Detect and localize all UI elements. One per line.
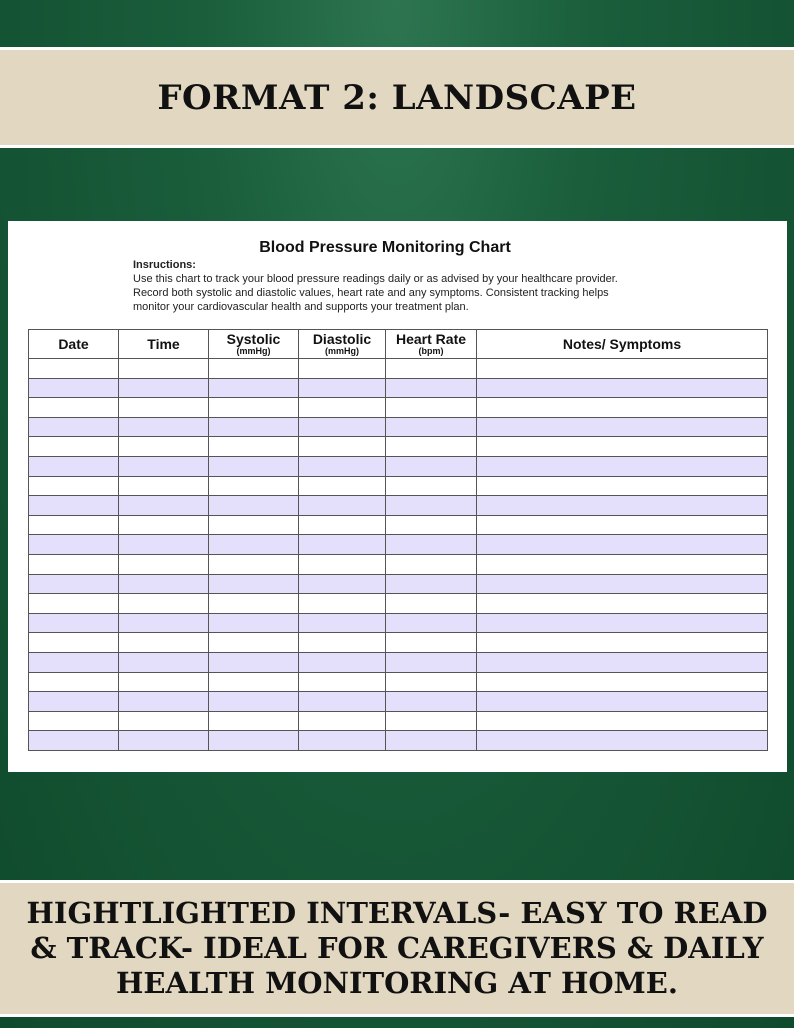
table-cell[interactable] — [119, 476, 209, 496]
footer-banner — [0, 880, 794, 1017]
table-cell[interactable] — [299, 359, 386, 379]
table-cell[interactable] — [477, 633, 768, 653]
table-cell[interactable] — [29, 476, 119, 496]
table-row — [29, 378, 768, 398]
table-cell[interactable] — [29, 652, 119, 672]
table-cell[interactable] — [386, 359, 477, 379]
table-row — [29, 496, 768, 516]
column-header-notes: Notes/ Symptoms — [477, 330, 768, 359]
table-cell[interactable] — [119, 554, 209, 574]
table-cell[interactable] — [477, 476, 768, 496]
table-cell[interactable] — [477, 692, 768, 712]
table-cell[interactable] — [119, 515, 209, 535]
instructions — [133, 258, 693, 314]
table-cell[interactable] — [299, 398, 386, 418]
table-cell[interactable] — [386, 398, 477, 418]
table-cell[interactable] — [209, 711, 299, 731]
table-cell[interactable] — [29, 398, 119, 418]
table-row — [29, 515, 768, 535]
column-header-date: Date — [29, 330, 119, 359]
table-cell[interactable] — [477, 672, 768, 692]
table-cell[interactable] — [477, 456, 768, 476]
chart-title: Blood Pressure Monitoring Chart — [259, 239, 511, 256]
table-cell[interactable] — [119, 359, 209, 379]
table-cell[interactable] — [386, 554, 477, 574]
table-cell[interactable] — [119, 652, 209, 672]
table-row — [29, 652, 768, 672]
table-cell[interactable] — [386, 711, 477, 731]
table-cell[interactable] — [209, 731, 299, 751]
table-row — [29, 633, 768, 653]
table-cell[interactable] — [29, 711, 119, 731]
table-cell[interactable] — [386, 613, 477, 633]
table-cell[interactable] — [29, 496, 119, 516]
table-cell[interactable] — [477, 711, 768, 731]
table-cell[interactable] — [477, 594, 768, 614]
table-cell[interactable] — [386, 535, 477, 555]
table-cell[interactable] — [29, 633, 119, 653]
table-cell[interactable] — [209, 398, 299, 418]
table-cell[interactable] — [477, 359, 768, 379]
table-cell[interactable] — [299, 692, 386, 712]
table-row — [29, 437, 768, 457]
table-cell[interactable] — [299, 652, 386, 672]
table-cell[interactable] — [477, 496, 768, 516]
table-cell[interactable] — [477, 437, 768, 457]
table-cell[interactable] — [386, 496, 477, 516]
table-cell[interactable] — [29, 613, 119, 633]
table-cell[interactable] — [29, 359, 119, 379]
table-cell[interactable] — [299, 417, 386, 437]
table-cell[interactable] — [299, 613, 386, 633]
table-cell[interactable] — [29, 417, 119, 437]
table-cell[interactable] — [386, 574, 477, 594]
table-cell[interactable] — [477, 417, 768, 437]
table-row — [29, 398, 768, 418]
table-cell[interactable] — [209, 476, 299, 496]
table-cell[interactable] — [477, 378, 768, 398]
table-cell[interactable] — [299, 594, 386, 614]
table-cell[interactable] — [477, 613, 768, 633]
table-cell[interactable] — [386, 417, 477, 437]
table-cell[interactable] — [299, 574, 386, 594]
table-cell[interactable] — [386, 378, 477, 398]
table-cell[interactable] — [119, 613, 209, 633]
table-cell[interactable] — [119, 535, 209, 555]
table-cell[interactable] — [299, 731, 386, 751]
table-cell[interactable] — [29, 378, 119, 398]
table-cell[interactable] — [386, 731, 477, 751]
table-cell[interactable] — [119, 378, 209, 398]
table-cell[interactable] — [29, 594, 119, 614]
column-header-time: Time — [119, 330, 209, 359]
table-cell[interactable] — [119, 398, 209, 418]
table-row — [29, 456, 768, 476]
table-cell[interactable] — [386, 672, 477, 692]
blood-pressure-log-table — [28, 329, 768, 751]
table-cell[interactable] — [209, 574, 299, 594]
table-cell[interactable] — [209, 456, 299, 476]
table-cell[interactable] — [209, 515, 299, 535]
table-cell[interactable] — [209, 594, 299, 614]
table-row — [29, 613, 768, 633]
systolic-unit: (mmHg) — [236, 345, 271, 356]
table-cell[interactable] — [386, 515, 477, 535]
table-cell[interactable] — [29, 456, 119, 476]
table-row — [29, 594, 768, 614]
table-cell[interactable] — [119, 574, 209, 594]
table-cell[interactable] — [209, 437, 299, 457]
table-cell[interactable] — [477, 554, 768, 574]
table-cell[interactable] — [29, 574, 119, 594]
table-body — [29, 359, 768, 751]
table-cell[interactable] — [209, 417, 299, 437]
table-cell[interactable] — [386, 692, 477, 712]
table-cell[interactable] — [299, 672, 386, 692]
table-cell[interactable] — [299, 554, 386, 574]
table-cell[interactable] — [119, 496, 209, 516]
table-cell[interactable] — [119, 672, 209, 692]
table-cell[interactable] — [386, 437, 477, 457]
table-cell[interactable] — [477, 731, 768, 751]
table-row — [29, 417, 768, 437]
table-cell[interactable] — [386, 594, 477, 614]
table-row — [29, 574, 768, 594]
table-cell[interactable] — [119, 633, 209, 653]
table-cell[interactable] — [299, 476, 386, 496]
table-cell[interactable] — [209, 633, 299, 653]
table-cell[interactable] — [477, 398, 768, 418]
table-cell[interactable] — [299, 515, 386, 535]
table-row — [29, 731, 768, 751]
table-cell[interactable] — [29, 437, 119, 457]
table-row — [29, 554, 768, 574]
chart-sheet — [8, 221, 787, 772]
instructions-label: Insructions: — [133, 259, 196, 271]
table-row — [29, 535, 768, 555]
table-cell[interactable] — [209, 378, 299, 398]
table-cell[interactable] — [119, 692, 209, 712]
table-cell[interactable] — [477, 574, 768, 594]
table-cell[interactable] — [386, 476, 477, 496]
table-cell[interactable] — [119, 594, 209, 614]
instructions-text: Use this chart to track your blood pressure readings daily or as advised by your healthcare provider. Record both systolic and diastolic values, heart rate and any symptoms. Consistent tracking helps monitor your cardiovascular health and supports your treatment plan. — [133, 273, 618, 313]
table-cell[interactable] — [209, 359, 299, 379]
table-cell[interactable] — [386, 652, 477, 672]
column-header-heart-rate: Heart Rate (bpm) — [386, 330, 477, 359]
table-cell[interactable] — [299, 437, 386, 457]
table-row — [29, 692, 768, 712]
table-cell[interactable] — [29, 692, 119, 712]
table-cell[interactable] — [119, 417, 209, 437]
table-cell[interactable] — [299, 711, 386, 731]
table-cell[interactable] — [386, 456, 477, 476]
table-cell[interactable] — [386, 633, 477, 653]
table-row — [29, 359, 768, 379]
footer-text: HIGHTLIGHTED INTERVALS- EASY TO READ & TRACK- IDEAL FOR CAREGIVERS & DAILY HEALTH MONITORING AT HOME. — [26, 896, 768, 1000]
table-cell[interactable] — [119, 731, 209, 751]
table-cell[interactable] — [29, 515, 119, 535]
table-cell[interactable] — [119, 456, 209, 476]
table-cell[interactable] — [299, 535, 386, 555]
table-cell[interactable] — [477, 652, 768, 672]
format-title: FORMAT 2: LANDSCAPE — [157, 77, 637, 118]
table-cell[interactable] — [209, 554, 299, 574]
column-header-systolic: Systolic (mmHg) — [209, 330, 299, 359]
table-cell[interactable] — [299, 633, 386, 653]
table-cell[interactable] — [209, 496, 299, 516]
table-cell[interactable] — [119, 437, 209, 457]
table-cell[interactable] — [29, 554, 119, 574]
table-cell[interactable] — [477, 515, 768, 535]
diastolic-unit: (mmHg) — [325, 345, 359, 356]
table-cell[interactable] — [209, 692, 299, 712]
table-header-row — [29, 330, 768, 359]
table-cell[interactable] — [29, 535, 119, 555]
table-cell[interactable] — [119, 711, 209, 731]
table-row — [29, 476, 768, 496]
heart-rate-unit: (bpm) — [418, 345, 444, 356]
table-cell[interactable] — [299, 378, 386, 398]
table-cell[interactable] — [209, 652, 299, 672]
table-cell[interactable] — [299, 456, 386, 476]
column-header-diastolic: Diastolic (mmHg) — [299, 330, 386, 359]
table-cell[interactable] — [209, 672, 299, 692]
table-cell[interactable] — [29, 731, 119, 751]
table-cell[interactable] — [299, 496, 386, 516]
table-row — [29, 711, 768, 731]
format-banner — [0, 47, 794, 148]
table-row — [29, 672, 768, 692]
table-cell[interactable] — [477, 535, 768, 555]
table-cell[interactable] — [209, 535, 299, 555]
table-cell[interactable] — [29, 672, 119, 692]
table-cell[interactable] — [209, 613, 299, 633]
